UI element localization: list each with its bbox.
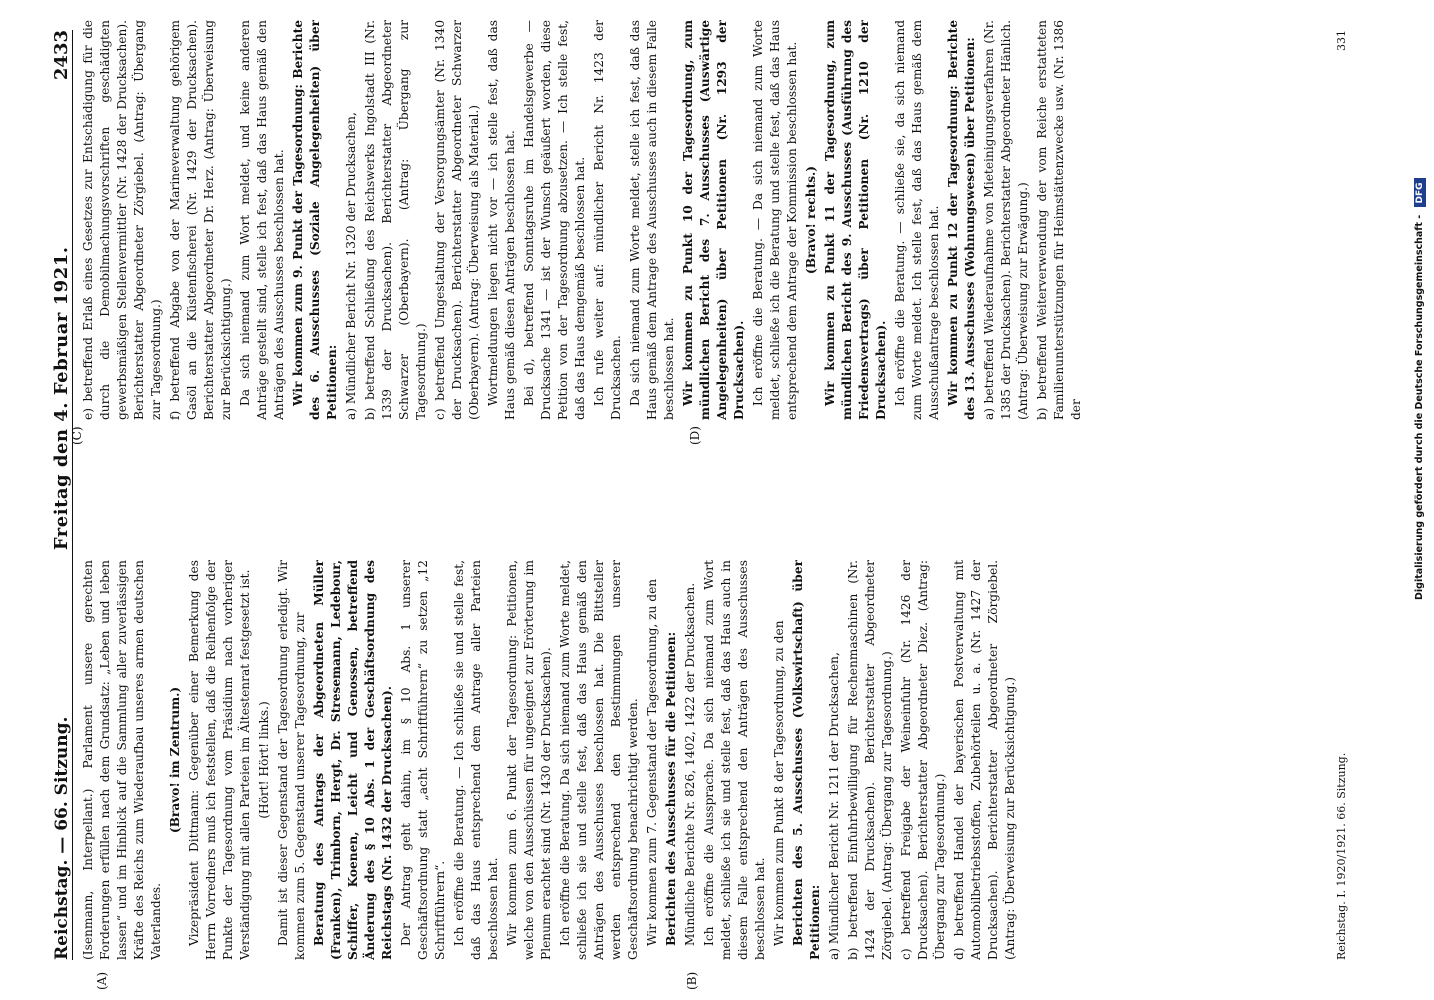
paragraph: Ich eröffne die Beratung. — Ich schließe sie und stelle fest, daß das Haus entsprechend dem Antrage aller Parteien beschlossen hat.: [452, 560, 500, 960]
paragraph: Ich eröffne die Beratung. Da sich niemand zum Worte meldet, schließe ich sie und stelle fest, daß das Haus gemäß den Anträgen des Ausschusses beschlossen hat. Die Bittsteller werden entsprechend den Bestimmungen unserer Geschäftsordnung benachrichtigt werden.: [558, 560, 640, 960]
agenda-heading: Berichten des Ausschusses für die Petitionen:: [664, 631, 678, 946]
list-item: a) betreffend Wiederaufnahme von Mieteinigungsverfahren (Nr. 1385 der Drucksachen). Berichterstatter Abgeordneter Hänlich. (Antrag: Überweisung zur Erwägung.): [982, 20, 1030, 420]
paragraph: Ich eröffne die Aussprache. Da sich niemand zum Wort meldet, schließe ich sie und stelle fest, daß das Haus auch in diesem Falle entsprechend den Anträgen des Ausschusses beschlossen hat.: [702, 560, 767, 960]
dfg-sidebar: [1400, 40, 1430, 600]
paragraph: Wortmeldungen liegen nicht vor — ich stelle fest, daß das Haus gemäß diesen Anträgen beschlossen hat.: [486, 20, 517, 420]
margin-marker-d: (D): [688, 426, 702, 445]
paragraph: Damit ist dieser Gegenstand der Tagesordnung erledigt. Wir kommen zum 5. Gegenstand unserer Tagesordnung, zur: [276, 560, 307, 960]
paragraph: (Bravo! rechts.): [804, 165, 818, 275]
paragraph: (Bravo! im Zentrum.): [168, 686, 182, 834]
agenda-heading: Wir kommen zu Punkt 11 der Tagesordnung, zum mündlichen Bericht des 9. Ausschusses (Ausführung des Friedensvertrags) über Petitionen (Nr. 1210 der Drucksachen).: [823, 20, 888, 420]
dfg-credit-text: Digitalisierung gefördert durch die Deutsche Forschungsgemeinschaft -: [1414, 214, 1425, 600]
page-header: [30, 30, 73, 960]
list-item: f) betreffend Abgabe von der Marineverwaltung gehörigem Gasöl an die Küstenfischerei (Nr. 1429 der Drucksachen). Berichterstatter Abgeordneter Dr. Herz. (Antrag: Überweisung zur Berücksichtigung.): [168, 20, 233, 420]
paragraph: (Hört! Hört! links.): [257, 701, 271, 819]
list-item: c) betreffend Umgestaltung der Versorgungsämter (Nr. 1340 der Drucksachen). Berichterstatter Abgeordneter Schwarzer (Oberbayern). (Antrag: Überweisung als Material.): [433, 20, 481, 420]
left-column: [80, 560, 1330, 960]
margin-marker-c: (C): [70, 426, 84, 445]
dfg-credit: [1414, 40, 1426, 600]
paragraph: Der Antrag geht dahin, im § 10 Abs. 1 unserer Geschäftsordnung statt „acht Schriftführern“ zu setzen „12 Schriftführern“.: [399, 560, 447, 960]
paragraph: Da sich niemand zum Wort meldet, und keine anderen Anträge gestellt sind, stelle ich fest, daß das Haus gemäß den Anträgen des Ausschusses beschlossen hat.: [238, 20, 286, 420]
agenda-heading: Berichten des 5. Ausschusses (Volkswirtschaft) über Petitionen:: [791, 560, 822, 960]
list-item: a) Mündlicher Bericht Nr. 1320 der Drucksachen,: [344, 112, 358, 420]
agenda-heading: Wir kommen zu Punkt 12 der Tagesordnung: Berichte des 13. Ausschusses (Wohnungswesen) über Petitionen:: [946, 20, 977, 420]
paragraph: Mündliche Berichte Nr. 826, 1402, 1422 der Drucksachen.: [683, 582, 697, 946]
header-session: Reichstag. — 66. Sitzung.: [52, 716, 72, 960]
list-item: d) betreffend Handel der bayerischen Postverwaltung mit Automobilbetriebsstoffen, Zubehörteilen u. a. (Nr. 1427 der Drucksachen). Berichterstatter Abgeordneter Zörgiebel. (Antrag: Überweisung zur Berücksichtigung.): [952, 560, 1017, 960]
dfg-logo: DFG: [1414, 178, 1426, 207]
agenda-heading: Wir kommen zu Punkt 10 der Tagesordnung, zum mündlichen Bericht des 7. Ausschusses (Auswärtige Angelegenheiten) über Petitionen (Nr. 1293 der Drucksachen).: [681, 20, 746, 420]
paragraph: (Isenmann, Interpellant.) Parlament unsere gerechten Forderungen erfüllen nach dem Grundsatz: „Leben und leben lassen“ und im Hinblick auf die Sammlung aller zuverlässigen Kräfte des Reichs zum Wiederaufbau unseres armen deutschen Vaterlandes.: [81, 560, 163, 960]
paragraph: Wir kommen zum 6. Punkt der Tagesordnung: Petitionen, welche von den Ausschüssen für ungeeignet zur Erörterung im Plenum erachtet sind (Nr. 1430 der Drucksachen).: [505, 560, 553, 960]
header-date: Freitag den 4. Februar 1921.: [51, 246, 72, 551]
margin-marker-b: (B): [685, 971, 699, 990]
list-item: c) betreffend Freigabe der Weineinfuhr (Nr. 1426 der Drucksachen). Berichterstatter Abgeordneter Diez. (Antrag: Übergang zur Tagesordnung.): [899, 560, 947, 960]
paragraph: Da sich niemand zum Worte meldet, stelle ich fest, daß das Haus gemäß dem Antrage des Ausschusses auch in diesem Falle beschlossen hat.: [628, 20, 676, 420]
paragraph: Vizepräsident Dittmann: Gegenüber einer Bemerkung des Herrn Vorredners muß ich feststellen, daß die Reihenfolge der Punkte der Tagesordnung vom Präsidium nach vorheriger Verständigung mit allen Parteien im Ältestenrat festgesetzt ist.: [187, 560, 252, 960]
list-item: e) betreffend Erlaß eines Gesetzes zur Entschädigung für die durch die Demobilmachungsvorschriften geschädigten gewerbsmäßigen Stellenvermittler (Nr. 1428 der Drucksachen). Berichterstatter Abgeordneter Zörgiebel. (Antrag: Übergang zur Tagesordnung.): [81, 20, 163, 420]
page-footer: [1335, 30, 1348, 960]
header-page-number: 2433: [51, 30, 72, 81]
footer-page-signature: 331: [1335, 30, 1348, 51]
paragraph: Ich rufe weiter auf: mündlicher Bericht Nr. 1423 der Drucksachen.: [592, 20, 623, 420]
paragraph: Wir kommen zum 7. Gegenstand der Tagesordnung, zu den: [645, 578, 659, 946]
agenda-heading: Beratung des Antrags der Abgeordneten Müller (Franken), Trimborn, Hergt, Dr. Stresemann, Ledebour, Schiffer, Koenen, Leicht und Genossen, betreffend Änderung des § 10 Abs. 1 der Geschäftsordnung des Reichstags (Nr. 1432 der Drucksachen).: [312, 560, 394, 960]
paragraph: Bei d), betreffend Sonntagsruhe im Handelsgewerbe — Drucksache 1341 — ist der Wunsch geäußert worden, diese Petition von der Tagesordnung abzusetzen. — Ich stelle fest, daß das Haus demgemäß beschlossen hat.: [522, 20, 587, 420]
right-column: [80, 20, 1330, 420]
paragraph: Wir kommen zum Punkt 8 der Tagesordnung, zu den: [772, 620, 786, 946]
paragraph: Ich eröffne die Beratung. — Da sich niemand zum Worte meldet, schließe ich die Beratung und stelle fest, daß das Haus entsprechend dem Antrage der Kommission beschlossen hat.: [751, 20, 799, 420]
list-item: b) betreffend Einfuhrbewilligung für Rechenmaschinen (Nr. 1424 der Drucksachen). Berichterstatter Abgeordneter Zörgiebel. (Antrag: Übergang zur Tagesordnung.): [846, 560, 894, 960]
agenda-heading: Wir kommen zum 9. Punkt der Tagesordnung: Berichte des 6. Ausschusses (Soziale Angelegenheiten) über Petitionen:: [291, 20, 339, 420]
list-item: b) betreffend Weiterverwendung der vom Reiche erstatteten Familienunterstützungen für Heimstättenzwecke usw. (Nr. 1386 der: [1035, 20, 1083, 420]
margin-marker-a: (A): [95, 971, 109, 990]
list-item: b) betreffend Schließung des Reichswerks Ingolstadt III (Nr. 1339 der Drucksachen). Berichterstatter Abgeordneter Schwarzer (Oberbayern). (Antrag: Übergang zur Tagesordnung.): [363, 20, 428, 420]
paragraph: Ich eröffne die Beratung. — schließe sie, da sich niemand zum Worte meldet. Ich stelle fest, daß das Haus gemäß dem Ausschußantrage beschlossen hat.: [893, 20, 941, 420]
footer-signature: Reichstag. I. 1920/1921. 66. Sitzung.: [1335, 752, 1348, 960]
list-item: a) Mündlicher Bericht Nr. 1211 der Drucksachen,: [827, 652, 841, 960]
